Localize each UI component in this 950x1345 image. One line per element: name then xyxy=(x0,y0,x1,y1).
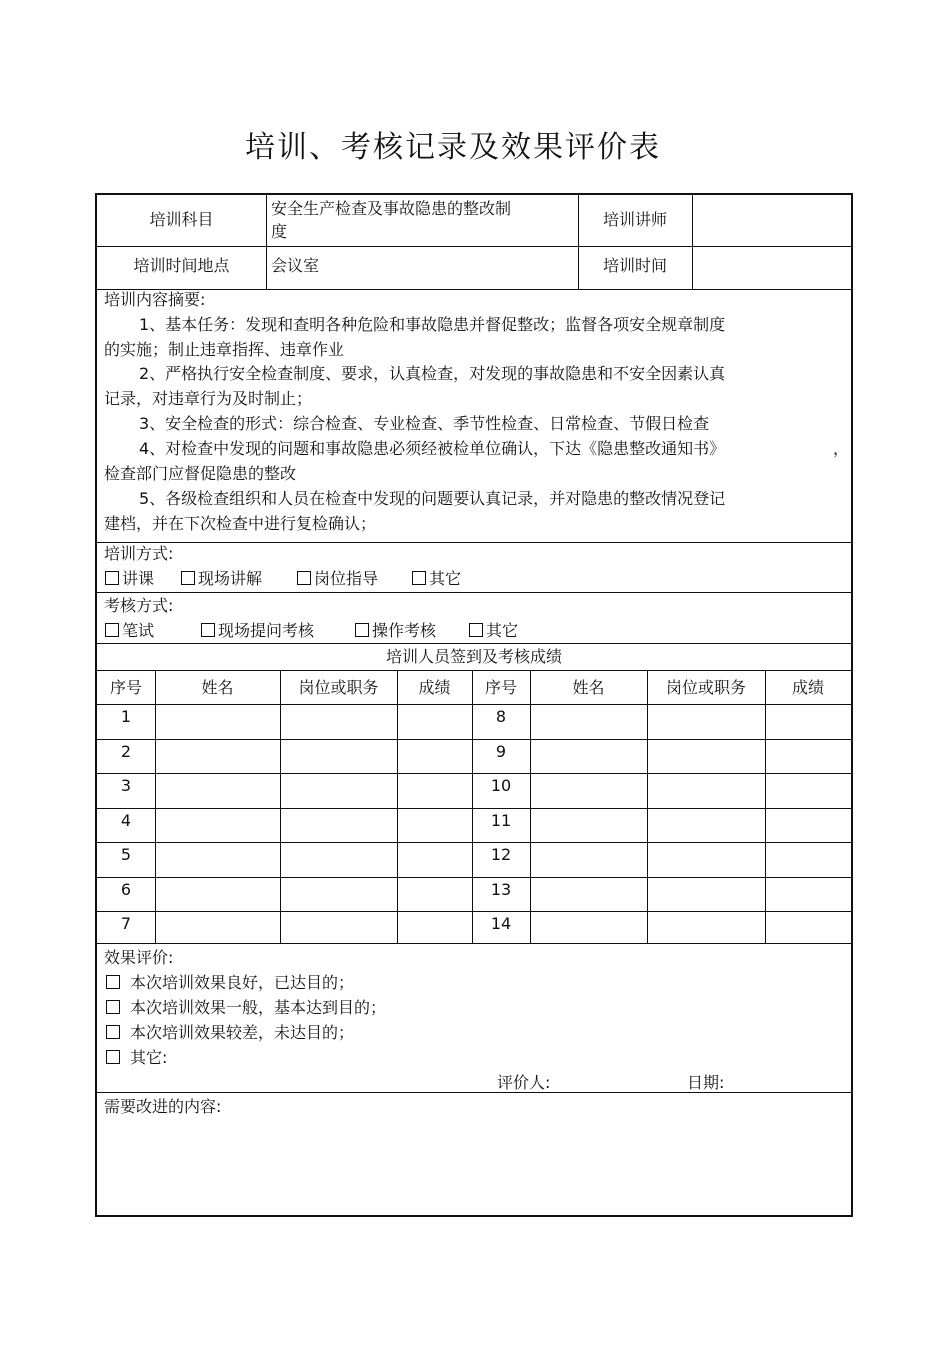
checkbox-icon[interactable] xyxy=(201,623,215,637)
checkbox-icon[interactable] xyxy=(412,571,426,585)
col-divider xyxy=(266,195,267,289)
row-number: 2 xyxy=(120,742,132,761)
position-column-left[interactable] xyxy=(281,705,397,943)
time-label: 培训时间 xyxy=(602,256,667,275)
col-header-score: 成绩 xyxy=(418,678,451,697)
position-column-right[interactable] xyxy=(648,705,765,943)
col-header-score: 成绩 xyxy=(791,678,824,697)
row-number: 8 xyxy=(495,707,507,726)
date-label: 日期: xyxy=(687,1073,725,1092)
method-label: 培训方式: xyxy=(104,544,174,563)
evaluation-label: 效果评价: xyxy=(104,948,174,967)
col-header-position: 岗位或职务 xyxy=(298,678,379,697)
method-option-onsite[interactable]: 现场讲解 xyxy=(181,566,262,591)
method-option-other[interactable]: 其它 xyxy=(412,566,461,591)
training-record-form xyxy=(95,193,853,1217)
col-header-position: 岗位或职务 xyxy=(665,678,746,697)
summary-line: 3、安全检查的形式：综合检查、专业检查、季节性检查、日常检查、节假日检查 xyxy=(139,414,710,433)
evaluation-option-good[interactable]: 本次培训效果良好，已达目的； xyxy=(106,970,354,995)
row-number: 14 xyxy=(490,914,512,933)
instructor-label: 培训讲师 xyxy=(602,210,667,229)
row-divider xyxy=(97,670,851,671)
assessment-option-practical[interactable]: 操作考核 xyxy=(355,618,436,643)
row-divider xyxy=(97,592,851,593)
evaluation-option-average[interactable]: 本次培训效果一般，基本达到目的； xyxy=(106,995,386,1020)
summary-line: 检查部门应督促隐患的整改 xyxy=(104,464,297,483)
assessment-option-oral[interactable]: 现场提问考核 xyxy=(201,618,314,643)
row-number: 13 xyxy=(490,880,512,899)
evaluation-option-other[interactable]: 其它: xyxy=(106,1045,167,1070)
time-field[interactable] xyxy=(697,253,853,278)
subject-value-line1[interactable]: 安全生产检查及事故隐患的整改制 xyxy=(271,199,512,218)
improvement-field[interactable] xyxy=(101,1121,847,1213)
summary-line: 5、各级检查组织和人员在检查中发现的问题要认真记录，并对隐患的整改情况登记 xyxy=(139,489,726,508)
subject-label: 培训科目 xyxy=(149,210,214,229)
assessment-option-written[interactable]: 笔试 xyxy=(105,618,154,643)
row-number: 11 xyxy=(490,811,512,830)
summary-line: 的实施；制止违章指挥、违章作业 xyxy=(104,340,345,359)
checkbox-icon[interactable] xyxy=(106,975,120,989)
checkbox-icon[interactable] xyxy=(105,571,119,585)
score-column-right[interactable] xyxy=(766,705,851,943)
summary-line: 建档，并在下次检查中进行复检确认； xyxy=(104,514,377,533)
subject-value-line2[interactable]: 度 xyxy=(271,222,288,241)
checkbox-icon[interactable] xyxy=(106,1050,120,1064)
checkbox-icon[interactable] xyxy=(469,623,483,637)
row-number: 3 xyxy=(120,776,132,795)
evaluation-option-poor[interactable]: 本次培训效果较差，未达目的； xyxy=(106,1020,354,1045)
assessment-option-other[interactable]: 其它 xyxy=(469,618,518,643)
row-divider xyxy=(97,1092,851,1093)
name-column-left[interactable] xyxy=(156,705,280,943)
row-number: 7 xyxy=(120,914,132,933)
row-number: 10 xyxy=(490,776,512,795)
page-title: 培训、考核记录及效果评价表 xyxy=(245,130,661,165)
col-header-name: 姓名 xyxy=(201,678,234,697)
summary-trailing-comma: ， xyxy=(833,439,850,458)
row-number: 12 xyxy=(490,845,512,864)
row-number: 5 xyxy=(120,845,132,864)
col-divider xyxy=(692,195,693,289)
evaluator-label: 评价人: xyxy=(497,1073,551,1092)
row-number: 6 xyxy=(120,880,132,899)
checkbox-icon[interactable] xyxy=(106,1025,120,1039)
row-divider xyxy=(97,289,851,290)
col-header-no: 序号 xyxy=(484,678,517,697)
name-column-right[interactable] xyxy=(531,705,647,943)
checkbox-icon[interactable] xyxy=(297,571,311,585)
summary-line: 2、严格执行安全检查制度、要求，认真检查，对发现的事故隐患和不安全因素认真 xyxy=(139,364,726,383)
method-option-lecture[interactable]: 讲课 xyxy=(105,566,154,591)
col-header-name: 姓名 xyxy=(572,678,605,697)
col-header-no: 序号 xyxy=(109,678,142,697)
row-number: 1 xyxy=(120,707,132,726)
summary-line: 记录，对违章行为及时制止； xyxy=(104,389,313,408)
score-column-left[interactable] xyxy=(398,705,472,943)
method-option-post[interactable]: 岗位指导 xyxy=(297,566,378,591)
improvement-label: 需要改进的内容: xyxy=(104,1097,222,1116)
row-divider xyxy=(97,246,851,247)
row-number: 9 xyxy=(495,742,507,761)
checkbox-icon[interactable] xyxy=(355,623,369,637)
roster-title: 培训人员签到及考核成绩 xyxy=(385,647,562,666)
row-number: 4 xyxy=(120,811,132,830)
row-divider xyxy=(97,542,851,543)
row-divider xyxy=(97,943,851,944)
time-place-label: 培训时间地点 xyxy=(133,256,230,275)
summary-line: 4、对检查中发现的问题和事故隐患必须经被检单位确认，下达《隐患整改通知书》 xyxy=(139,439,726,458)
checkbox-icon[interactable] xyxy=(181,571,195,585)
assessment-label: 考核方式: xyxy=(104,596,174,615)
checkbox-icon[interactable] xyxy=(106,1000,120,1014)
summary-line: 1、基本任务：发现和查明各种危险和事故隐患并督促整改；监督各项安全规章制度 xyxy=(139,315,726,334)
checkbox-icon[interactable] xyxy=(105,623,119,637)
place-value[interactable]: 会议室 xyxy=(271,256,320,275)
summary-label: 培训内容摘要: xyxy=(104,290,206,309)
instructor-field[interactable] xyxy=(697,207,853,232)
